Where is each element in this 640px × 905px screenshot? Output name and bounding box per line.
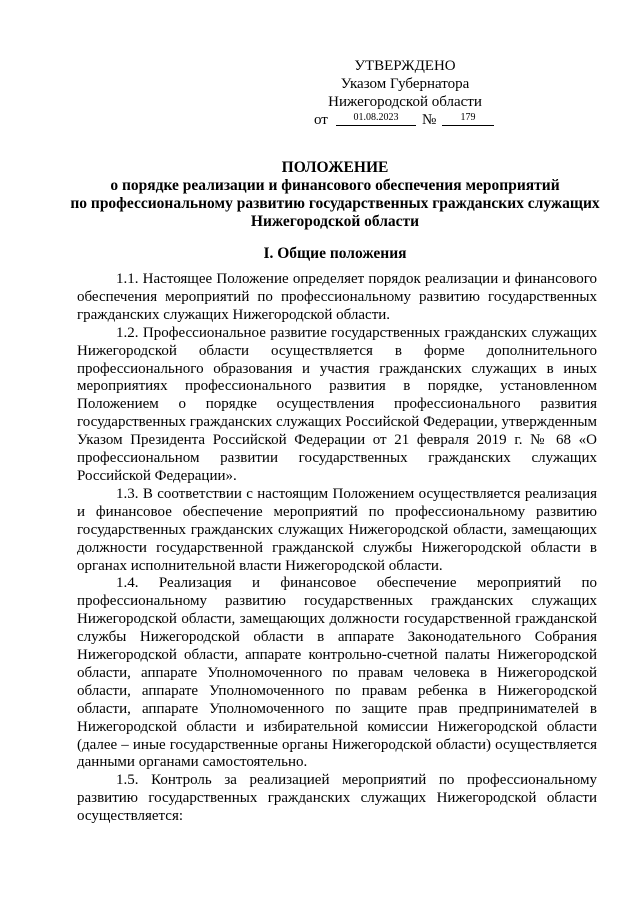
paragraph-1-1: 1.1. Настоящее Положение определяет порядок реализации и финансового обеспечения мероприятий по профессиональному развитию государственных гражданских служащих Нижегородской области. bbox=[77, 271, 597, 323]
decree-number-row bbox=[300, 111, 510, 129]
number-label: № bbox=[422, 112, 437, 128]
paragraph-1-3: 1.3. В соответствии с настоящим Положением осуществляется реализация и финансовое обеспечение мероприятий по профессиональному развитию государственных гражданских служащих Нижегородской области, замещающих должности государственной гражданской службы Нижегородской области в органах исполнительной власти Нижегородской области. bbox=[77, 485, 597, 574]
approved-region: Нижегородской области bbox=[328, 94, 482, 110]
title-line-1: о порядке реализации и финансового обеспечения мероприятий bbox=[110, 177, 560, 194]
decree-number: 179 bbox=[442, 111, 494, 126]
paragraph-1-4: 1.4. Реализация и финансовое обеспечение мероприятий по профессиональному развитию государственных гражданских служащих Нижегородской области, замещающих должности государственной гражданской службы Нижегородской области в аппарате Законодательного Собрания Нижегородской области, аппарате контрольно-счетной палаты Нижегородской области, аппарате Уполномоченного по правам человека в Нижегородской области, аппарате Уполномоченного по правам ребенка в Нижегородской области, аппарате Уполномоченного по защите прав предпринимателей в Нижегородской области и избирательной комиссии Нижегородской области (далее – иные государственные органы Нижегородской области) осуществляется данными органами самостоятельно. bbox=[77, 575, 597, 771]
paragraph-1-5: 1.5. Контроль за реализацией мероприятий по профессиональному развитию государственных гражданских служащих Нижегородской области осуществляется: bbox=[77, 772, 597, 825]
document-body bbox=[77, 271, 597, 826]
date-label: от bbox=[314, 112, 328, 128]
approval-stamp bbox=[300, 57, 510, 129]
title-line-2: по профессиональному развитию государственных гражданских служащих bbox=[70, 195, 600, 212]
approved-label: УТВЕРЖДЕНО bbox=[354, 58, 456, 74]
document-title bbox=[70, 159, 600, 231]
decree-date: 01.08.2023 bbox=[336, 111, 416, 126]
paragraph-1-2: 1.2. Профессиональное развитие государственных гражданских служащих Нижегородской области осуществляется в форме дополнительного профессионального образования и участия гражданских служащих в иных мероприятиях профессионального развития в порядке, установленном Положением о порядке осуществления профессионального развития государственных гражданских служащих Российской Федерации, утвержденным Указом Президента Российской Федерации от 21 февраля 2019 г. № 68 «О профессиональном развитии государственных гражданских служащих Российской Федерации». bbox=[77, 324, 597, 484]
approved-by: Указом Губернатора bbox=[340, 76, 470, 92]
title-line-3: Нижегородской области bbox=[250, 213, 420, 230]
section-heading: I. Общие положения bbox=[263, 245, 407, 262]
title-heading: ПОЛОЖЕНИЕ bbox=[281, 159, 389, 176]
